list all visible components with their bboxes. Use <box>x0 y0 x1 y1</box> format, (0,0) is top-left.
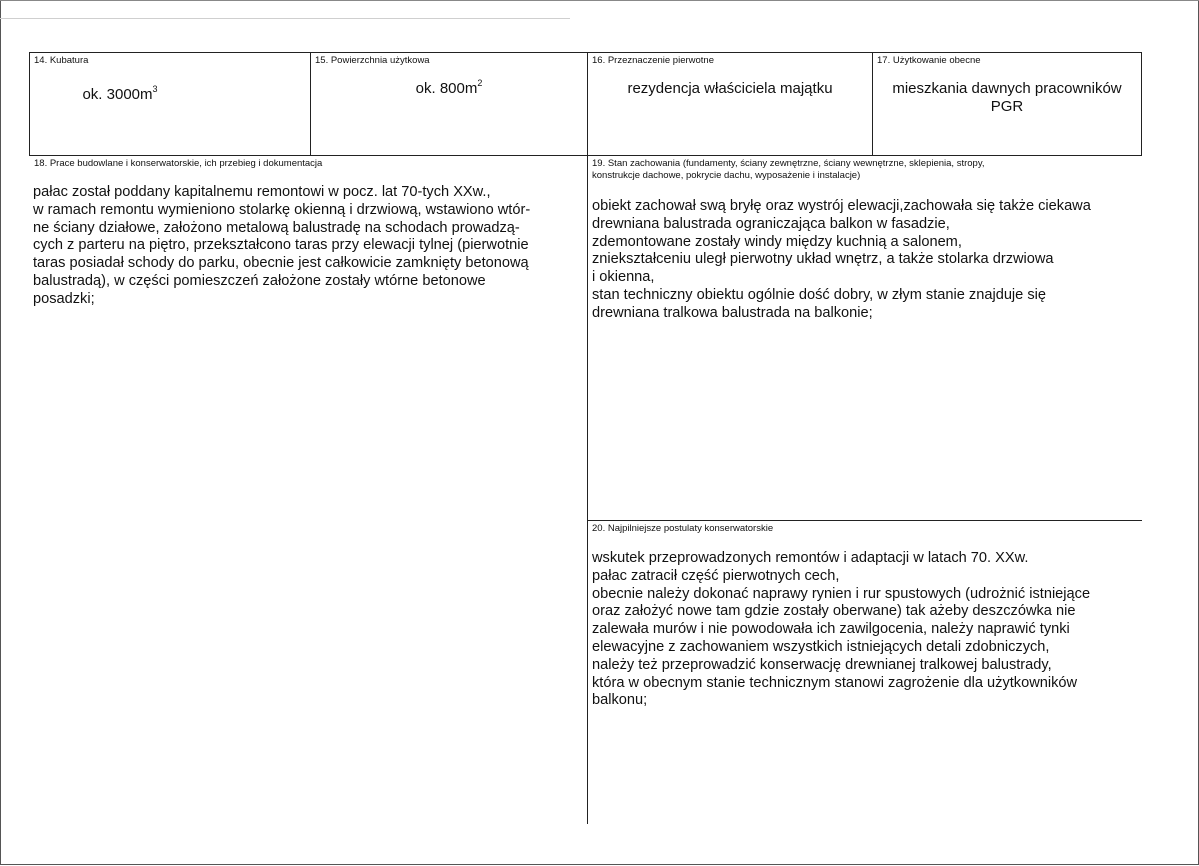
field-18-text: pałac został poddany kapitalnemu remontowi w pocz. lat 70-tych XXw., w ramach remontu wymieniono stolarkę okienną i drzwiową, wstawiono wtór- ne ściany działowe, założono metalową balustradę na schodach prowadzą- cych z parteru na piętro, przekształcono taras przy elewacji tylnej (pierwotnie taras posiadał schody do parku, obecnie jest całkowicie zamknięty betonową balustradą), w części pomieszczeń założone zostały wtórne betonowe posadzki; <box>33 184 531 307</box>
row1-bottom-border <box>29 155 1142 156</box>
top-edge-line <box>0 0 1199 1</box>
table-right-border <box>1141 52 1142 156</box>
field-20-label: 20. Najpilniejsze postulaty konserwatorskie <box>592 523 774 534</box>
field-14-value: ok. $3000m^3$ <box>82 84 158 103</box>
field-18-label: 18. Prace budowlane i konserwatorskie, ich przebieg i dokumentacja <box>34 158 323 169</box>
table-left-border <box>29 52 30 156</box>
field-16-value: rezydencja właściciela majątku <box>627 80 833 97</box>
field-19-text: obiekt zachował swą bryłę oraz wystrój elewacji,zachowała się także ciekawa drewniana balustrada ograniczająca balkon w fasadzie, zdemontowane zostały windy między kuchnią a salonem, zniekształceniu uległ pierwotny układ wnętrz, a także stolarka drzwiowa i okienna, stan techniczny obiektu ogólnie dość dobry, w złym stanie znajduje się drewniana tralkowa balustrada na balkonie; <box>592 198 1091 321</box>
field-20-text: wskutek przeprowadzonych remontów i adaptacji w latach 70. XXw. pałac zatracił część pierwotnych cech, obecnie należy dokonać naprawy rynien i rur spustowych (udrożnić istniejące oraz założyć nowe tam gdzie zostały oberwane) tak ażeby deszczówka nie zalewała murów i nie powodowała ich zawilgocenia, należy naprawić tynki elewacyjne z zachowaniem wszystkich istniejących detali zdobniczych, należy też przeprowadzić konserwację drewnianej tralkowej balustrady, która w obecnym stanie technicznym stanowi zagrożenie dla użytkowników balkonu; <box>592 550 1091 709</box>
field-14-label: 14. Kubatura <box>34 55 89 66</box>
top-faint-line <box>0 18 570 19</box>
field-15-value: ok. $800m^2$ <box>415 78 483 97</box>
table-top-border <box>29 52 1142 53</box>
field-16-label: 16. Przeznaczenie pierwotne <box>592 55 714 66</box>
divider-14-15 <box>310 52 311 156</box>
divider-center <box>587 52 588 824</box>
field-15-unit-exponent: 2 <box>477 78 483 88</box>
field-15-label: 15. Powierzchnia użytkowa <box>315 55 430 66</box>
field-14-unit-exponent: 3 <box>152 84 158 94</box>
field-17-value: mieszkania dawnych pracowników PGR <box>892 80 1122 115</box>
field-19-label: 19. Stan zachowania (fundamenty, ściany zewnętrzne, ściany wewnętrzne, sklepienia, stropy, konstrukcje dachowe, pokrycie dachu, wyposażenie i instalacje) <box>592 158 985 181</box>
f19-bottom-border <box>587 520 1142 521</box>
field-17-label: 17. Użytkowanie obecne <box>877 55 981 66</box>
